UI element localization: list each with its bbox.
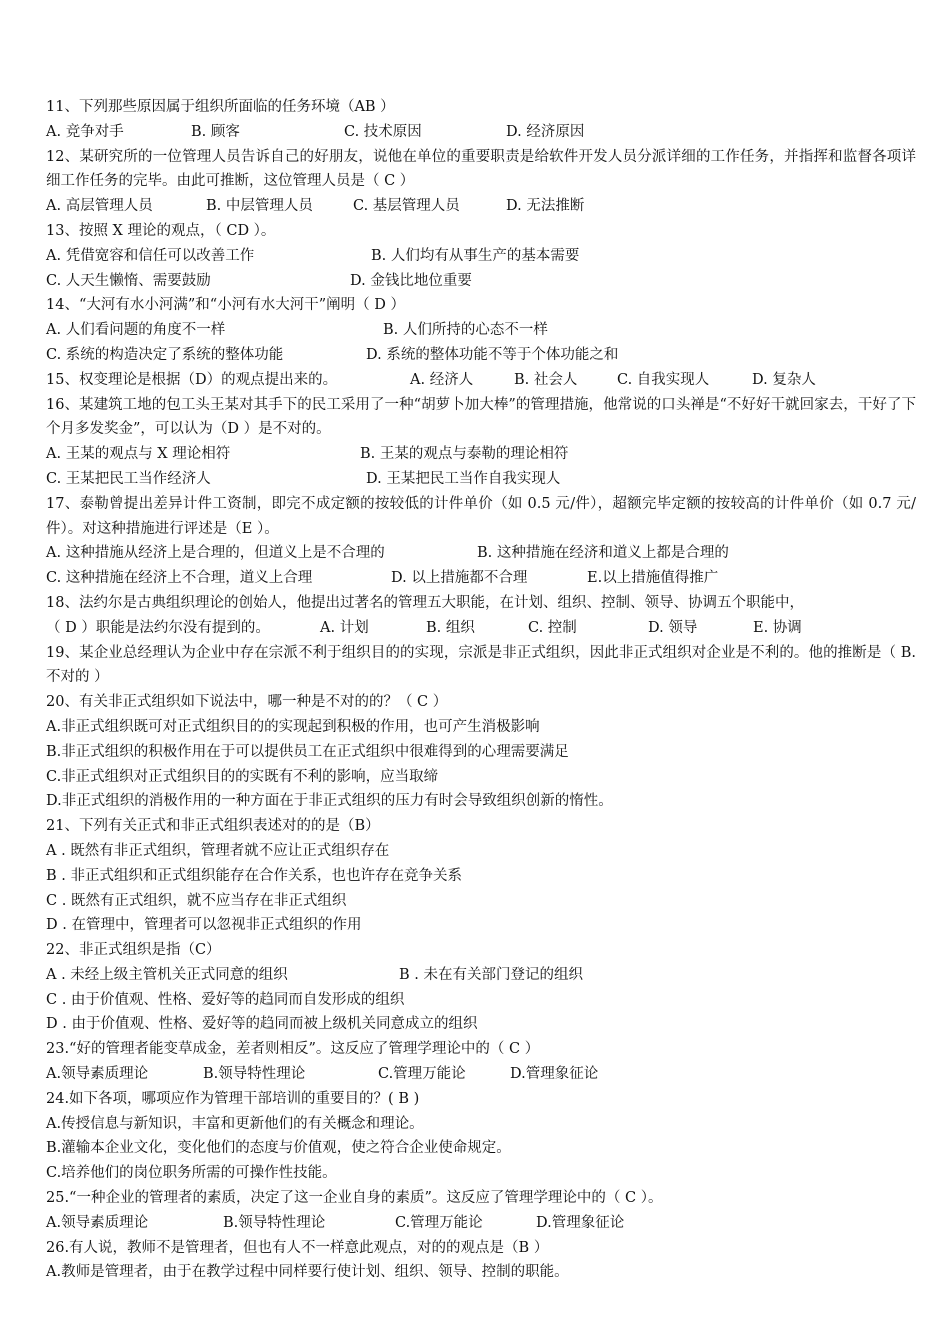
option-text: A. 竞争对手 [46,123,124,140]
option-text: B. 社会人 [514,371,578,388]
text-line: C.非正式组织对正式组织目的的实既有不利的影响，应当取缔 [46,768,439,785]
option-text: D. 金钱比地位重要 [350,272,472,289]
text-line: A.非正式组织既可对正式组织目的的实现起到积极的作用，也可产生消极影响 [46,718,540,735]
option-text: A. 经济人 [410,371,474,388]
option-text: A.领导素质理论 [46,1066,149,1083]
text-line: 22、非正式组织是指（C） [46,942,221,959]
text-line [46,120,916,145]
text-line: C . 由于价值观、性格、爱好等的趋同而自发形成的组织 [46,991,405,1008]
text-line [46,1062,916,1087]
text-line: C . 既然有正式组织，就不应当存在非正式组织 [46,892,347,909]
option-text: D. 复杂人 [752,371,816,388]
option-text: B. 王某的观点与泰勒的理论相符 [360,446,569,463]
option-text: C. 王某把民工当作经济人 [46,470,211,487]
option-text: D. 系统的整体功能不等于个体功能之和 [366,346,619,363]
option-text: 15、权变理论是根据（D）的观点提出来的。 [46,371,338,388]
text-line [46,1211,916,1236]
option-text: C. 人天生懒惰、需要鼓励 [46,272,211,289]
option-text: B.领导特性理论 [223,1214,326,1231]
text-line: A . 既然有非正式组织，管理者就不应让正式组织存在 [46,842,390,859]
option-text: E. 协调 [753,619,802,636]
option-text: C. 技术原因 [344,123,422,140]
option-text: A. 王某的观点与 X 理论相符 [46,446,231,463]
text-line: 17、泰勒曾提出差异计件工资制，即完不成定额的按较低的计件单价（如 0.5 元/件），超额完毕定额的按较高的计件单价（如 0.7 元/件）。对这种措施进行评述是（E ）。 [46,495,916,537]
text-line: C.培养他们的岗位职务所需的可操作性技能。 [46,1165,337,1182]
option-text: D. 领导 [648,619,698,636]
option-text: A. 高层管理人员 [46,198,153,215]
option-text: D. 以上措施都不合理 [391,570,528,587]
text-line: 11、下列那些原因属于组织所面临的任务环境（AB ） [46,99,395,115]
option-text: B. 人们所持的心态不一样 [383,322,548,339]
option-text: D. 无法推断 [506,198,585,215]
text-line [46,616,916,641]
document-page [46,95,916,1285]
option-text: D.管理象征论 [510,1066,599,1083]
text-line: A.教师是管理者，由于在教学过程中同样要行使计划、组织、领导、控制的职能。 [46,1264,569,1281]
option-text: C. 控制 [528,619,577,636]
option-text: C.管理万能论 [395,1214,483,1231]
option-text: C. 这种措施在经济上不合理，道义上合理 [46,570,313,587]
option-text: B . 未在有关部门登记的组织 [399,966,583,983]
option-text: A. 凭借宽容和信任可以改善工作 [46,247,255,264]
text-line: 26.有人说，教师不是管理者，但也有人不一样意此观点，对的的观点是（B ） [46,1239,549,1256]
option-text: C. 基层管理人员 [353,198,460,215]
option-text: C. 系统的构造决定了系统的整体功能 [46,346,284,363]
text-line: A.传授信息与新知识，丰富和更新他们的有关概念和理论。 [46,1115,424,1132]
text-line: D . 在管理中，管理者可以忽视非正式组织的作用 [46,917,362,934]
option-text: A. 这种措施从经济上是合理的，但道义上是不合理的 [46,545,385,562]
text-line [46,368,916,393]
option-text: C.管理万能论 [378,1066,466,1083]
option-text: A. 人们看问题的角度不一样 [46,322,226,339]
option-text: B.领导特性理论 [203,1066,306,1083]
option-text: A. 计划 [320,619,369,636]
option-text: （ D ）职能是法约尔没有提到的。 [46,619,270,636]
text-line [46,963,916,988]
text-line: 16、某建筑工地的包工头王某对其手下的民工采用了一种“胡萝卜加大棒”的管理措施，他常说的口头禅是“不好好干就回家去，干好了下个月多发奖金”，可以认为（D ）是不对的。 [46,396,916,438]
option-text: A.领导素质理论 [46,1214,149,1231]
text-line [46,318,916,343]
text-line [46,269,916,294]
option-text: D.管理象征论 [536,1214,625,1231]
text-line: 21、下列有关正式和非正式组织表述对的的是（B） [46,818,380,835]
text-line: 18、法约尔是古典组织理论的创始人，他提出过著名的管理五大职能，在计划、组织、控制、领导、协调五个职能中， [46,594,804,611]
text-line: D.非正式组织的消极作用的一种方面在于非正式组织的压力有时会导致组织创新的惰性。 [46,793,613,810]
text-line: B.非正式组织的积极作用在于可以提供员工在正式组织中很难得到的心理需要满足 [46,743,569,760]
text-line [46,244,916,269]
option-text: B. 中层管理人员 [206,198,313,215]
text-line: 14、“大河有水小河满”和“小河有水大河干”阐明（ D ） [46,297,405,314]
option-text: E.以上措施值得推广 [587,570,719,587]
option-text: A . 未经上级主管机关正式同意的组织 [46,966,288,983]
option-text: B. 人们均有从事生产的基本需要 [371,247,580,264]
text-line: 23.“好的管理者能变草成金，差者则相反”。这反应了管理学理论中的（ C ） [46,1041,540,1058]
text-line [46,442,916,467]
option-text: C. 自我实现人 [617,371,710,388]
option-text: B. 组织 [426,619,475,636]
text-line: D . 由于价值观、性格、爱好等的趋同而被上级机关同意成立的组织 [46,1016,478,1033]
text-line: 24.如下各项，哪项应作为管理干部培训的重要目的？( B ) [46,1090,420,1107]
text-line [46,467,916,492]
text-line: 13、按照 X 理论的观点，（ CD ）。 [46,222,276,239]
text-line [46,566,916,591]
text-line: 19、某企业总经理认为企业中存在宗派不利于组织目的的实现，宗派是非正式组织，因此非正式组织对企业是不利的。他的推断是（ B. 不对的 ） [46,644,916,686]
option-text: D. 经济原因 [506,123,585,140]
text-line: 25.“一种企业的管理者的素质，决定了这一企业自身的素质”。这反应了管理学理论中的（ C ）。 [46,1190,663,1207]
option-text: B. 这种措施在经济和道义上都是合理的 [477,545,729,562]
text-line: B . 非正式组织和正式组织能存在合作关系，也也许存在竞争关系 [46,867,462,884]
option-text: D. 王某把民工当作自我实现人 [366,470,561,487]
text-line [46,194,916,219]
option-text: B. 顾客 [191,123,240,140]
text-line [46,343,916,368]
text-line: B.灌输本企业文化，变化他们的态度与价值观，使之符合企业使命规定。 [46,1140,511,1157]
text-line: 20、有关非正式组织如下说法中，哪一种是不对的的？（ C ） [46,694,448,711]
text-line: 12、某研究所的一位管理人员告诉自己的好朋友，说他在单位的重要职责是给软件开发人员分派详细的工作任务，并指挥和监督各项详细工作任务的完毕。由此可推断，这位管理人员是（ C ） [46,148,916,190]
text-line [46,541,916,566]
